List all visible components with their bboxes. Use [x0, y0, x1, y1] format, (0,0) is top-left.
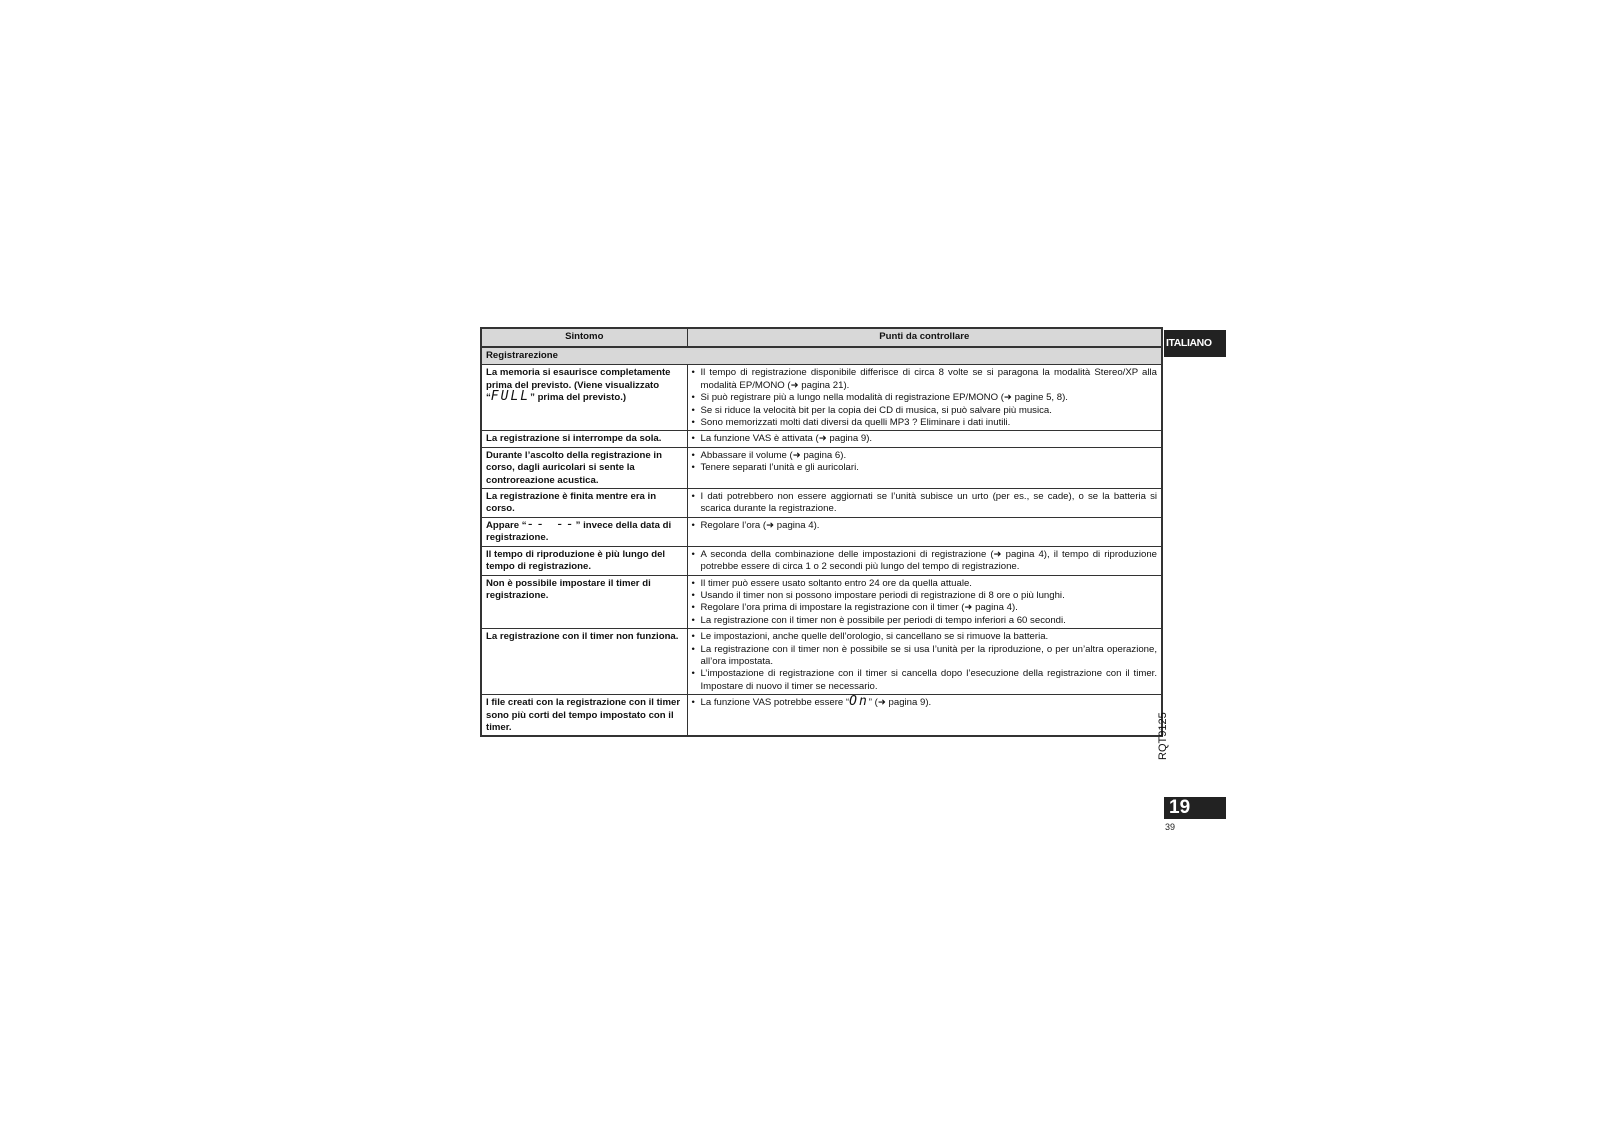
checks-cell [687, 546, 1162, 575]
check-item: • Le impostazioni, anche quelle dell’orologio, si cancellano se si rimuove la batteria. [692, 631, 1158, 643]
symptom-cell: La registrazione è finita mentre era in corso. [481, 489, 687, 518]
table-row [481, 695, 1162, 737]
check-item: • Regolare l’ora (➜ pagina 4). [692, 520, 1158, 532]
symptom-text: ” prima del previsto.) [530, 392, 627, 404]
table-row [481, 447, 1162, 488]
header-checks: Punti da controllare [687, 328, 1162, 347]
check-item: • Il timer può essere usato soltanto entro 24 ore da quella attuale. [692, 578, 1158, 590]
symptom-cell: I file creati con la registrazione con il timer sono più corti del tempo impostato con il timer. [481, 695, 687, 737]
checks-cell [687, 695, 1162, 737]
check-item: • Usando il timer non si possono impostare periodi di registrazione di 8 ore o più lunghi. [692, 590, 1158, 602]
check-item: • La registrazione con il timer non è possibile per periodi di tempo inferiori a 60 secondi. [692, 615, 1158, 627]
table-row [481, 365, 1162, 431]
lcd-display-text: -- -- [526, 516, 576, 532]
troubleshooting-table-wrap [480, 327, 1161, 737]
table-row [481, 517, 1162, 546]
check-item: • La funzione VAS è attivata (➜ pagina 9). [692, 433, 1158, 445]
check-item: • L’impostazione di registrazione con il timer si cancella dopo l’esecuzione della registrazione con il timer. Impostare di nuovo il timer se necessario. [692, 668, 1158, 693]
check-item: • La registrazione con il timer non è possibile se si usa l’unità per la riproduzione, o per un’altra operazione, all’ora impostata. [692, 644, 1158, 669]
checks-cell [687, 365, 1162, 431]
check-item: • Sono memorizzati molti dati diversi da quelli MP3 ? Eliminare i dati inutili. [692, 417, 1158, 429]
lcd-display-text: On [849, 694, 869, 710]
check-item: • Abbassare il volume (➜ pagina 6). [692, 450, 1158, 462]
symptom-cell: La registrazione si interrompe da sola. [481, 431, 687, 447]
checks-cell [687, 629, 1162, 695]
checks-cell [687, 447, 1162, 488]
symptom-text: ” invece della data di registrazione. [486, 519, 672, 544]
lcd-display-text: FULL [490, 389, 531, 405]
page-number-badge: 19 [1164, 797, 1226, 819]
symptom-cell: Il tempo di riproduzione è più lungo del tempo di registrazione. [481, 546, 687, 575]
symptom-text: Appare “ [486, 519, 527, 531]
table-row [481, 431, 1162, 447]
checks-cell [687, 431, 1162, 447]
check-item: • A seconda della combinazione delle impostazioni di registrazione (➜ pagina 4), il tempo di riproduzione potrebbe essere di circa 1 o 2 secondi più lungo del tempo di registrazione. [692, 549, 1158, 574]
check-text: La funzione VAS potrebbe essere “ [700, 697, 850, 709]
header-symptom: Sintomo [481, 328, 687, 347]
section-row [481, 347, 1162, 365]
troubleshooting-table [480, 327, 1163, 737]
table-row [481, 629, 1162, 695]
check-item [692, 694, 1158, 710]
checks-cell [687, 575, 1162, 629]
symptom-cell: Non è possibile impostare il timer di registrazione. [481, 575, 687, 629]
section-title: Registrarezione [481, 347, 1162, 365]
check-item: • Tenere separati l’unità e gli auricolari. [692, 462, 1158, 474]
symptom-text: La memoria si esaurisce completamente prima del previsto. (Viene visualizzato “ [486, 367, 671, 404]
check-item: • Regolare l’ora prima di impostare la registrazione con il timer (➜ pagina 4). [692, 602, 1158, 614]
check-item: • Se si riduce la velocità bit per la copia dei CD di musica, si può salvare più musica. [692, 405, 1158, 417]
table-header-row [481, 328, 1162, 347]
table-row [481, 575, 1162, 629]
symptom-cell [481, 517, 687, 546]
check-text: ” (➜ pagina 9). [868, 697, 932, 709]
sheet-number: 39 [1165, 822, 1176, 832]
document-code: RQT9125 [1157, 712, 1169, 760]
language-tab: ITALIANO [1164, 330, 1226, 357]
checks-cell [687, 517, 1162, 546]
check-item: • Il tempo di registrazione disponibile differisce di circa 8 volte se si paragona la modalità Stereo/XP alla modalità EP/MONO (➜ pagina 21). [692, 367, 1158, 392]
symptom-cell: Durante l’ascolto della registrazione in corso, dagli auricolari si sente la controreazione acustica. [481, 447, 687, 488]
check-item: • Si può registrare più a lungo nella modalità di registrazione EP/MONO (➜ pagine 5, 8). [692, 392, 1158, 404]
table-row [481, 546, 1162, 575]
checks-cell [687, 489, 1162, 518]
table-row [481, 489, 1162, 518]
check-item: • I dati potrebbero non essere aggiornati se l’unità subisce un urto (per es., se cade), o se la batteria si scarica durante la registrazione. [692, 491, 1158, 516]
symptom-cell: La registrazione con il timer non funziona. [481, 629, 687, 695]
symptom-cell [481, 365, 687, 431]
